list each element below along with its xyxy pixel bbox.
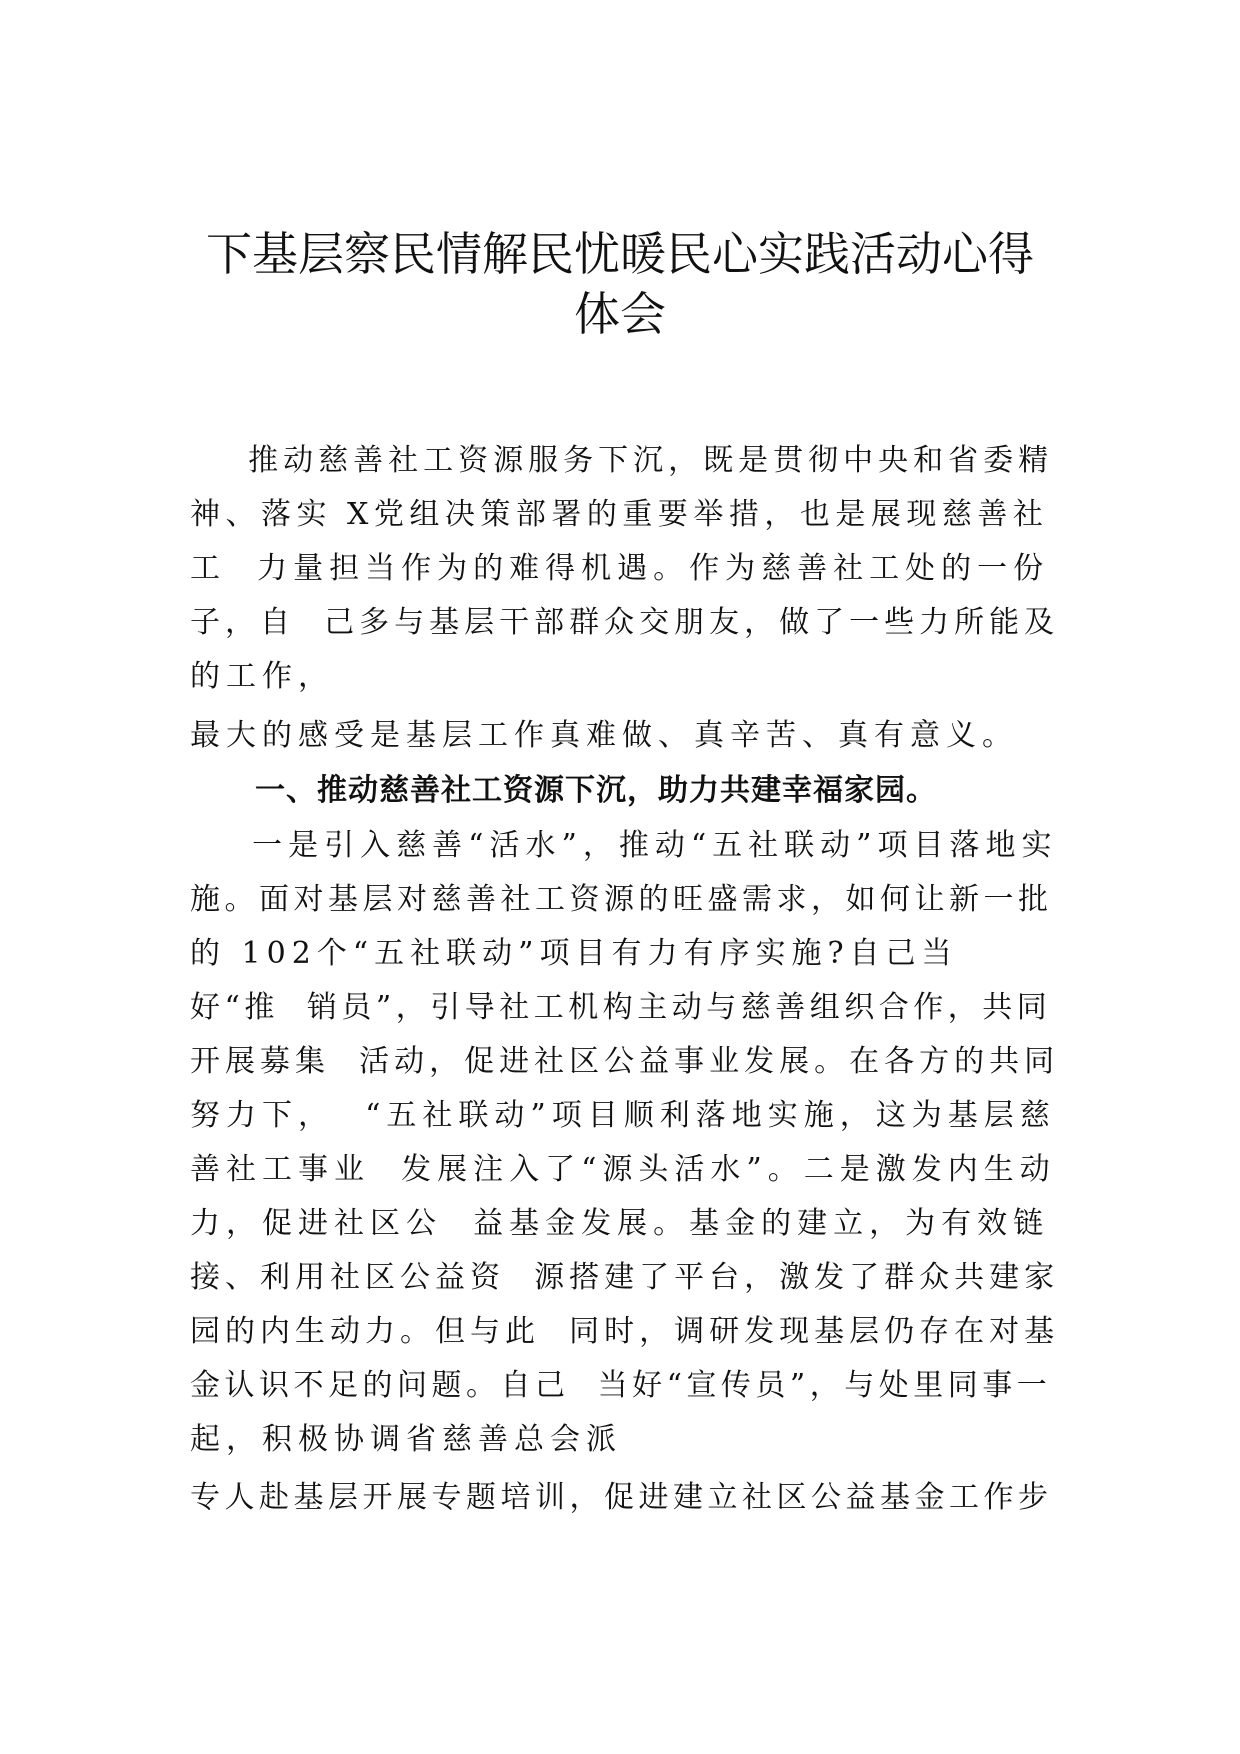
document-title-line-2: 体会 xyxy=(574,287,666,341)
body-line: 努力下， “五社联动”项目顺利落地实施，这为基层慈 xyxy=(190,1098,1056,1133)
document-title-line-1: 下基层察民情解民忧暖民心实践活动心得 xyxy=(206,227,1034,281)
body-line: 好“推 销员”，引导社工机构主动与慈善组织合作，共同 xyxy=(190,990,1052,1025)
body-line: 园的内生动力。但与此 同时，调研发现基层仍存在对基 xyxy=(190,1314,1060,1349)
body-line: 最大的感受是基层工作真难做、真辛苦、真有意义。 xyxy=(190,718,1018,753)
body-line: 金认识不足的问题。自己 当好“宣传员”，与处里同事一 xyxy=(190,1368,1052,1403)
body-line: 开展募集 活动，促进社区公益事业发展。在各方的共同 xyxy=(190,1044,1060,1079)
body-line: 工 力量担当作为的难得机遇。作为慈善社工处的一份 xyxy=(190,551,1050,586)
body-line: 力，促进社区公 益基金发展。基金的建立，为有效链 xyxy=(190,1206,1050,1241)
body-line: 一是引入慈善“活水”，推动“五社联动”项目落地实 xyxy=(190,828,1058,863)
body-line: 施。面对基层对慈善社工资源的旺盛需求，如何让新一批 xyxy=(190,882,1053,917)
body-line: 起，积极协调省慈善总会派 xyxy=(190,1422,622,1457)
body-line: 的 102个“五社联动”项目有力有序实施?自己当 xyxy=(190,936,958,971)
body-line: 神、落实 X党组决策部署的重要举措，也是展现慈善社 xyxy=(190,497,1049,532)
body-line: 子，自 己多与基层干部群众交朋友，做了一些力所能及 xyxy=(190,605,1060,640)
body-line: 推动慈善社工资源服务下沉，既是贯彻中央和省委精 xyxy=(190,443,1054,478)
section-heading: 一、推动慈善社工资源下沉，助力共建幸福家园。 xyxy=(255,773,937,808)
body-line: 接、利用社区公益资 源搭建了平台，激发了群众共建家 xyxy=(190,1260,1060,1295)
body-line: 的工作， xyxy=(190,659,334,694)
body-line: 善社工事业 发展注入了“源头活水”。二是激发内生动 xyxy=(190,1152,1056,1187)
body-line: 专人赴基层开展专题培训，促进建立社区公益基金工作步 xyxy=(190,1480,1053,1515)
